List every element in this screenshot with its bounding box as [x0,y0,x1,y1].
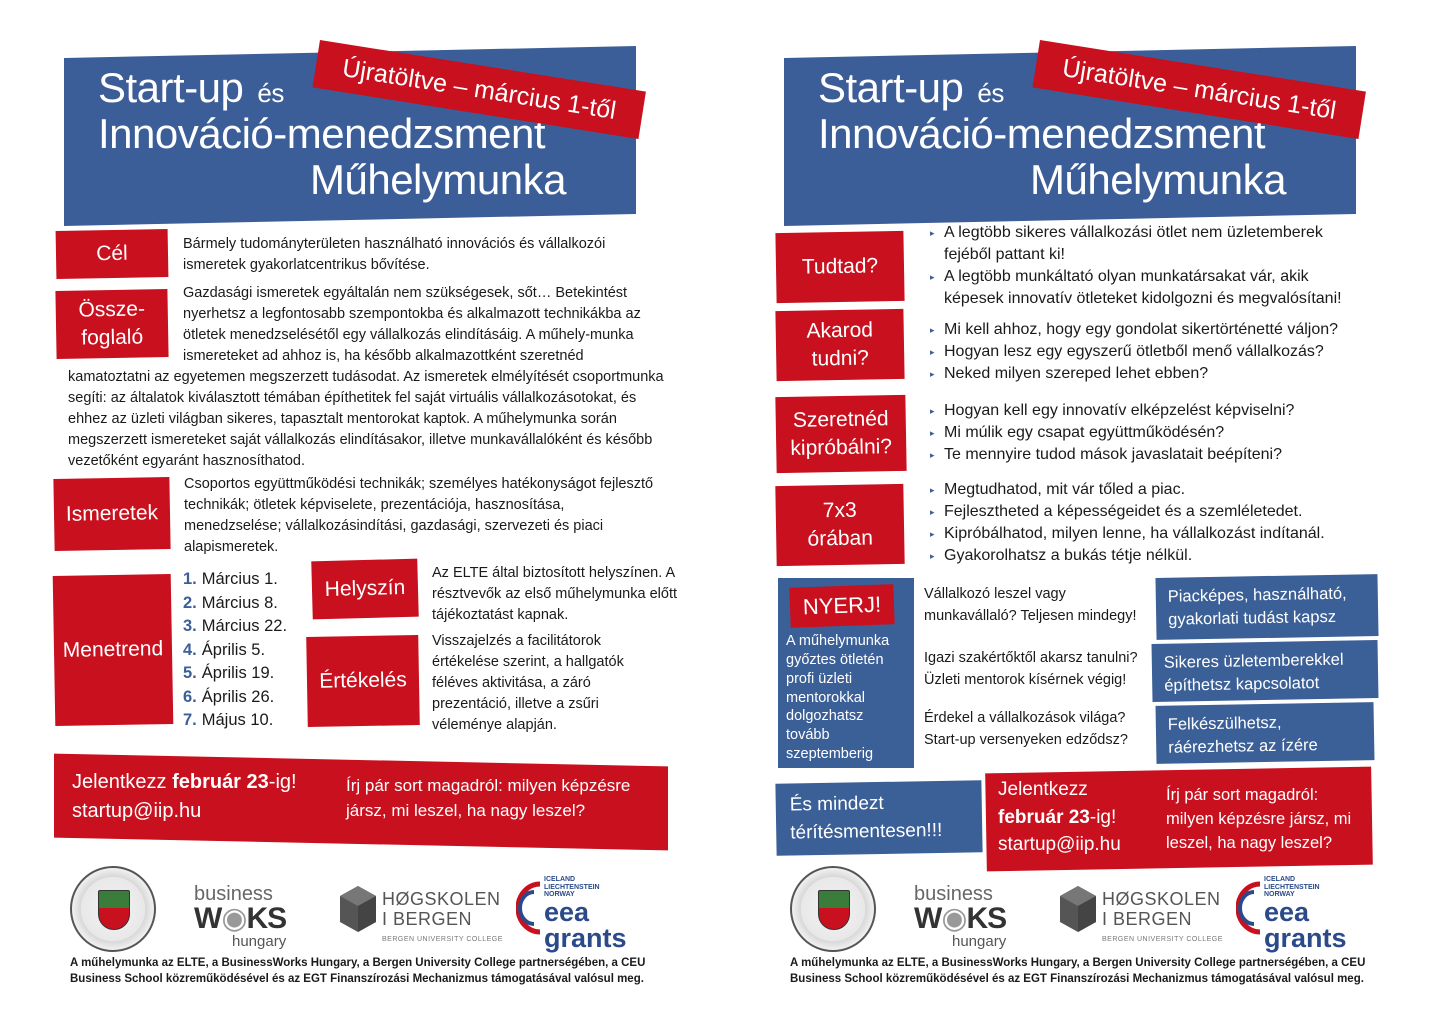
apply-note: Írj pár sort magadról: milyen képzésre jársz, mi leszel, ha nagy leszel? [346,776,631,820]
text-helyszin: Az ELTE által biztosított helyszínen. A résztvevők az első műhelymunka előtt tájékoztatást kapnak. [432,565,677,624]
answer-2: Sikeres üzletemberekkel építhetsz kapcsolatot [1152,640,1379,702]
title-es: és [977,78,1004,108]
schedule-item: 2. Március 8. [183,593,278,612]
schedule-item: 4. Április 5. [183,640,266,659]
label-oraban-line2: órában [807,526,874,551]
apply-email[interactable]: startup@iip.hu [998,834,1121,856]
bullet-item: ▸ Te mennyire tudod mások javaslatait beépíteni? [930,444,1420,466]
free-badge: És mindezt térítésmentesen!!! [775,780,982,856]
szeretned-bullets [930,400,1420,466]
answer-1: Piacképes, használható, gyakorlati tudást kapsz [1155,574,1378,640]
eea-countries: ICELAND LIECHTENSTEIN NORWAY [1264,876,1320,899]
title-muhelymunka: Műhelymunka [1030,156,1286,203]
label-tudtad: Tudtad? [775,231,904,303]
title-startup: Start-up és [818,64,1004,111]
eea-grants-logo: eea grants [544,897,627,953]
schedule-item: 1. Március 1. [183,570,278,588]
schedule-list [183,568,287,733]
partner-logos [790,866,1360,952]
label-ismeretek: Ismeretek [53,477,170,551]
reload-ribbon: Újratöltve – március 1-től [312,40,645,139]
eea-swoosh-icon [1236,880,1264,936]
title-es: és [257,78,284,108]
label-szeretned-line2: kipróbálni? [790,435,893,460]
nyerj-badge: NYERJ! [789,584,894,628]
footer-text: A műhelymunka az ELTE, a BusinessWorks Hungary, a Bergen University College partnerségében, a CEU Business School közreműködésével és az EGT Finanszírozási Mechanizmus támogatásával valósul meg. [70,957,646,986]
schedule-item: 6. Április 26. [183,687,275,706]
text-cel: Bármely tudományterületen használható innovációs és vállalkozói ismeretek gyakorlatcentrikus bővítése. [183,236,606,274]
partner-logos [70,866,640,952]
hogskolen-subtitle: BERGEN UNIVERSITY COLLEGE [1102,936,1223,943]
hogskolen-logo: HØGSKOLEN I BERGEN [382,889,501,929]
bullet-continuation: képesek innovatív ötleteket kidolgozni és megvalósítani! [944,290,1342,307]
label-osszefoglalo-line2: foglaló [81,325,144,350]
text-ertekeles: Visszajelzés a facilitátorok értékelése szerint, a hallgatók féléves aktivitása, a záró prezentáció, illetve a zsűri véleménye alapján. [432,633,624,734]
footer-text: A műhelymunka az ELTE, a BusinessWorks Hungary, a Bergen University College partnerségében, a CEU Business School közreműködésével és az EGT Finanszírozási Mechanizmus támogatásával valósul meg. [790,957,1366,986]
label-oraban [775,484,904,566]
label-ertekeles: Értékelés [306,635,420,727]
schedule-item: 7. Május 10. [183,711,274,729]
text-osszefoglalo-b: kamatoztatni az egyetemen megszerzett tudásodat. Az ismeretek elmélyítését csoportmunka segíti: az általatok kiválasztott témában építhetitek fel saját virtuális vállalkozásotokat, és ehhez az üzleti világban sikeres, tapasztalt mentorokat kaptok. A műhelymunka során megszerzett ismereteket saját vállalkozás elindításakor, illetve munkavállalóként és később vezetőként egyaránt hasznosíthatod. [68,369,664,470]
hogskolen-logo: HØGSKOLEN I BERGEN [1102,889,1221,929]
apply-email[interactable]: startup@iip.hu [72,800,202,822]
label-helyszin: Helyszín [311,559,418,620]
bullet-continuation: fejéből pattant ki! [944,246,1065,263]
bullet-item: ▸ Gyakorolhatsz a bukás tétje nélkül. [930,545,1420,567]
tudtad-bullets [930,222,1420,310]
akarod-bullets [930,319,1420,385]
label-akarod-tudni [775,309,904,381]
businessworks-logo: business W◉KS hungary [194,883,287,950]
title-startup: Start-up és [98,64,284,111]
question-2: Igazi szakértőktől akarsz tanulni? Üzleti mentorok kísérnek végig! [924,650,1138,688]
title-muhelymunka: Műhelymunka [310,156,566,203]
label-akarod-line1: Akarod [806,318,874,343]
reload-ribbon: Újratöltve – március 1-től [1032,40,1365,139]
apply-note: Írj pár sort magadról: milyen képzésre jársz, mi leszel, ha nagy leszel? [1166,786,1352,852]
eea-countries: ICELAND LIECHTENSTEIN NORWAY [544,876,600,899]
hogskolen-cube-icon [1058,884,1098,934]
nyerj-text: A műhelymunka győztes ötletén profi üzleti mentorokkal dolgozhatsz tovább szeptemberig [786,633,890,763]
label-menetrend: Menetrend [53,574,174,726]
title-innovacio: Innováció-menedzsment [818,110,1266,157]
hogskolen-cube-icon [338,884,378,934]
schedule-item: 5. Április 19. [183,664,275,682]
bullet-item: ▸ Fejlesztheted a képességeidet és a szemléletedet. [930,501,1420,523]
eea-swoosh-icon [516,880,544,936]
label-osszefoglalo-line1: Össze- [78,297,146,322]
answer-3: Felkészülhetsz, ráérezhetsz az ízére [1156,702,1375,764]
text-ismeretek: Csoportos együttműködési technikák; személyes hatékonyságot fejlesztő technikák; ötletek képviselete, prezentációja, hasznosítása, menedzselése; vállalkozásindítási, gazdasági, szervezeti és piaci alapismeretek. [184,476,654,556]
bullet-item: ▸ Hogyan lesz egy egyszerű ötletből menő vállalkozás? [930,341,1420,363]
bullet-item: ▸ Mi múlik egy csapat együttműködésén? [930,422,1420,444]
label-szeretned [775,395,906,473]
question-1: Vállalkozó leszel vagy munkavállaló? Teljesen mindegy! [924,586,1137,624]
question-3: Érdekel a vállalkozások világa? Start-up versenyeken edződsz? [924,710,1128,748]
flyer-right [720,0,1440,1019]
bullet-item: ▸ Kipróbálhatod, milyen lenne, ha vállalkozást indítanál. [930,523,1420,545]
label-oraban-line1: 7x3 [822,498,857,522]
bullet-item: ▸ Hogyan kell egy innovatív elképzelést képviselni? [930,400,1420,422]
bullet-item: ▸ Neked milyen szereped lehet ebben? [930,363,1420,385]
bullet-item: ▸ A legtöbb sikeres vállalkozási ötlet nem üzletemberek [930,222,1420,244]
apply-call: Jelentkezz február 23-ig! startup@iip.hu [72,768,297,826]
text-osszefoglalo-a: Gazdasági ismeretek egyáltalán nem szükségesek, sőt… Betekintést nyerhetsz a legfontosabb szempontokba és alkalmazott technikákba az ötletek menedzselésétől egy vállalkozás elindításáig. A műhely-munka ismereteket ad ahhoz is, ha később alkalmazottként szeretnéd [183,285,641,365]
schedule-item: 3. Március 22. [183,617,288,635]
eea-grants-logo: eea grants [1264,897,1347,953]
hogskolen-subtitle: BERGEN UNIVERSITY COLLEGE [382,936,503,943]
bullet-item: ▸ Megtudhatod, mit vár tőled a piac. [930,479,1420,501]
elte-seal-icon [790,866,876,952]
label-cel: Cél [56,229,169,279]
bullet-item: ▸ A legtöbb munkáltató olyan munkatársakat vár, akik [930,266,1420,288]
label-szeretned-line1: Szeretnéd [792,406,889,432]
oraban-bullets [930,479,1420,567]
apply-call: Jelentkezz február 23-ig! startup@iip.hu [998,776,1162,859]
businessworks-logo: business W◉KS hungary [914,883,1007,950]
label-akarod-line2: tudni? [811,346,870,371]
title-innovacio: Innováció-menedzsment [98,110,546,157]
elte-seal-icon [70,866,156,952]
label-osszefoglalo [55,289,168,359]
bullet-item: ▸ Mi kell ahhoz, hogy egy gondolat sikertörténetté váljon? [930,319,1420,341]
